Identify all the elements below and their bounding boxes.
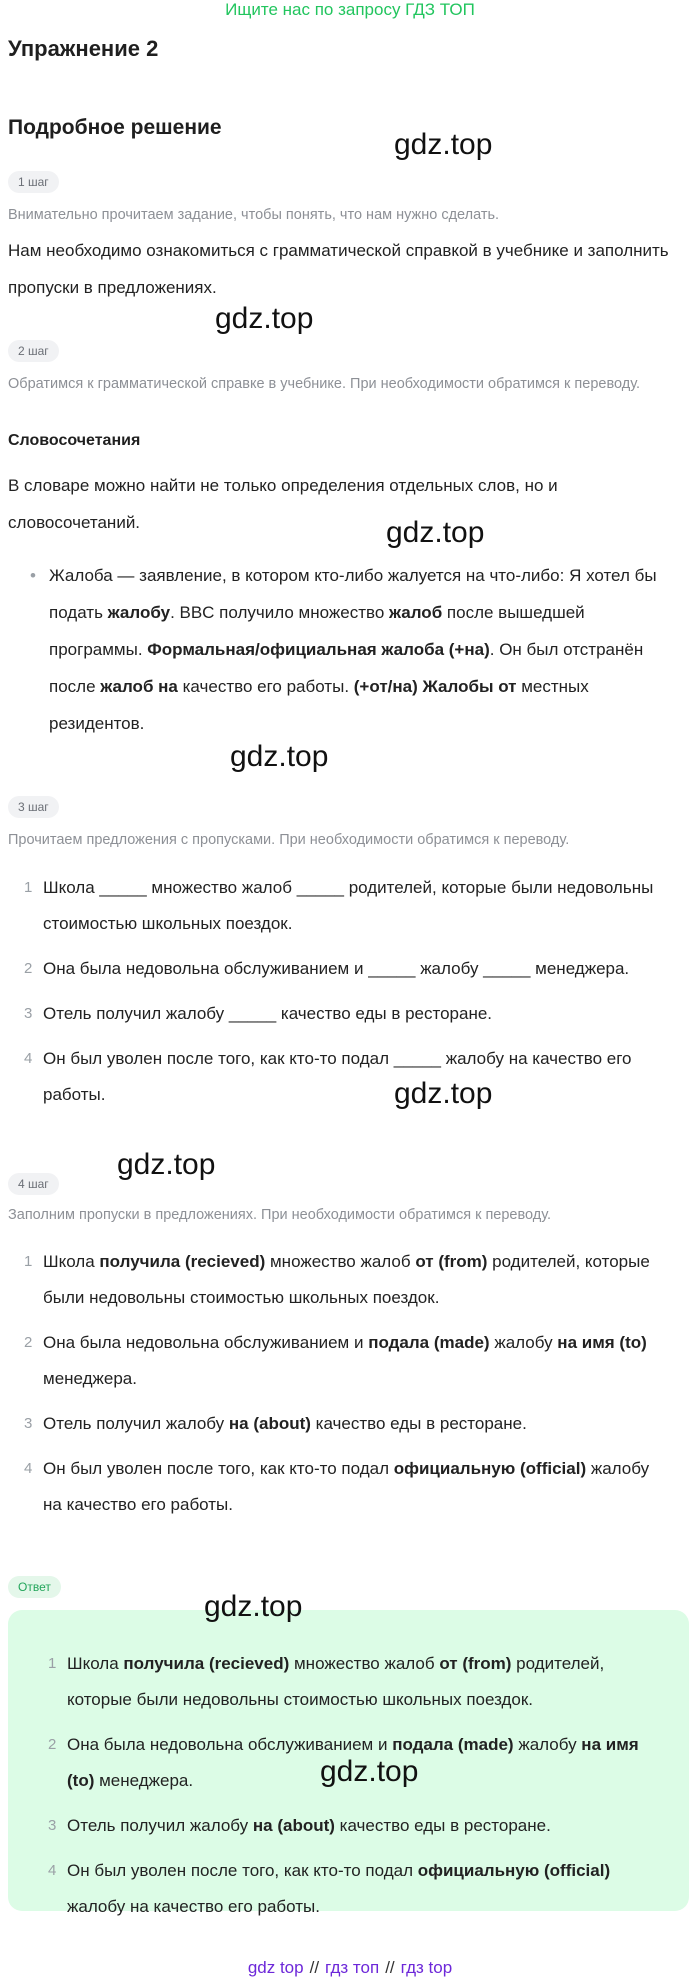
answer-list [32,1646,662,1925]
list-item: 4 Он был уволен после того, как кто-то подал официальную (official) жалобу на качество его работы. [48,1861,611,1916]
bullet-icon: • [30,566,36,585]
watermark: gdz.top [386,516,485,549]
list-item: 2 Она была недовольна обслуживанием и подала (made) жалобу на имя (to) менеджера. [24,1333,647,1388]
step-instruction: Внимательно прочитаем задание, чтобы понять, что нам нужно сделать. [8,207,500,223]
watermark: gdz.top [394,128,493,161]
top-banner: Ищите нас по запросу ГДЗ ТОП [225,0,475,19]
list-item: 3 Отель получил жалобу _____ качество еды в ресторане. [24,1004,493,1023]
step-badge: 3 шаг [8,796,59,818]
grammar-bullet: • Жалоба — заявление, в котором кто-либо жалуется на что-либо: Я хотел бы подать жалобу. BBC получило множество жалоб после вышедшей программы. Формальная/официальная жалоба (+на). Он был отстранён после жалоб на качество его работы. (+от/на) Жалобы от местных резидентов. [8,557,680,742]
gap-sentences-list [8,870,668,1113]
footer-links: gdz top // гдз топ // гдз top [247,1958,453,1977]
grammar-heading: Словосочетания [8,432,141,449]
list-item: 2 Она была недовольна обслуживанием и подала (made) жалобу на имя (to) менеджера. [48,1735,639,1790]
step-badge: 4 шаг [8,1173,59,1195]
list-item: 4 Он был уволен после того, как кто-то подал _____ жалобу на качество его работы. [24,1049,632,1104]
watermark: gdz.top [204,1590,303,1623]
footer-link[interactable]: гдз топ [325,1958,380,1977]
list-item: 1 Школа _____ множество жалоб _____ родителей, которые были недовольны стоимостью школьных поездок. [24,878,654,933]
list-item: 3 Отель получил жалобу на (about) качество еды в ресторане. [48,1816,551,1835]
step-instruction: Прочитаем предложения с пропусками. При необходимости обратимся к переводу. [8,832,570,848]
step-instruction: Заполним пропуски в предложениях. При необходимости обратимся к переводу. [8,1207,552,1223]
filled-sentences-list [8,1244,668,1523]
step-text: В словаре можно найти не только определения отдельных слов, но и словосочетаний. [8,476,558,532]
watermark: gdz.top [117,1148,216,1181]
list-item: 3 Отель получил жалобу на (about) качество еды в ресторане. [24,1414,527,1433]
watermark: gdz.top [320,1755,419,1788]
footer-link[interactable]: gdz top [247,1958,304,1977]
list-item: 4 Он был уволен после того, как кто-то подал официальную (official) жалобу на качество его работы. [24,1459,650,1514]
footer-link[interactable]: гдз top [400,1958,453,1977]
step-text: Нам необходимо ознакомиться с грамматической справкой в учебнике и заполнить пропуски в предложениях. [8,241,669,297]
answer-badge: Ответ [8,1576,61,1598]
list-item: 2 Она была недовольна обслуживанием и _____ жалобу _____ менеджера. [24,959,630,978]
step-badge: 1 шаг [8,171,59,193]
list-item: 1 Школа получила (recieved) множество жалоб от (from) родителей, которые были недовольны стоимостью школьных поездок. [48,1654,605,1709]
page-title: Упражнение 2 [8,36,159,61]
watermark: gdz.top [230,740,329,773]
step-instruction: Обратимся к грамматической справке в учебнике. При необходимости обратимся к переводу. [8,376,641,392]
watermark: gdz.top [394,1077,493,1110]
step-badge: 2 шаг [8,340,59,362]
list-item: 1 Школа получила (recieved) множество жалоб от (from) родителей, которые были недовольны стоимостью школьных поездок. [24,1252,650,1307]
watermark: gdz.top [215,302,314,335]
section-title: Подробное решение [8,116,222,139]
